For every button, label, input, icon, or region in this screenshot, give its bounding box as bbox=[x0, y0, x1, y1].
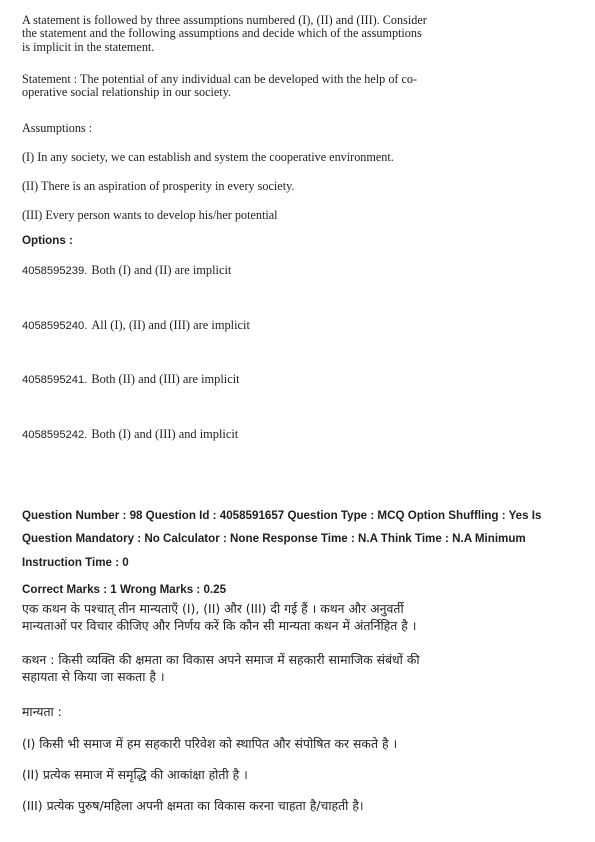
assumption-3: (III) Every person wants to develop his/her potential bbox=[22, 208, 278, 222]
option-text: Both (II) and (III) are implicit bbox=[91, 372, 240, 386]
question-statement: Statement : The potential of any individual can be developed with the help of co- operative social relationship in our society. bbox=[22, 72, 418, 100]
hindi-assumptions-heading: मान्यता : bbox=[22, 704, 62, 719]
option-id: 4058595241. bbox=[22, 374, 88, 386]
question-meta-line-1: Question Number : 98 Question Id : 4058591657 Question Type : MCQ Option Shuffling : Yes Is bbox=[22, 509, 542, 522]
hindi-question-intro: एक कथन के पश्चात् तीन मान्यताएँ (I), (II) और (III) दी गई हैं । कथन और अनुवर्ती मान्यताओं पर विचार कीजिए और निर्णय करें कि कौन सी मान्यता कथन में अंतर्निहित है । bbox=[22, 601, 417, 633]
option-id: 4058595239. bbox=[22, 265, 88, 277]
option-text: Both (I) and (II) are implicit bbox=[91, 263, 232, 277]
hindi-question-statement: कथन : किसी व्यक्ति की क्षमता का विकास अपने समाज में सहकारी सामाजिक संबंधों की सहायता से किया जा सकता है । bbox=[22, 652, 420, 684]
hindi-assumption-2: (II) प्रत्येक समाज में समृद्धि की आकांक्षा होती है । bbox=[22, 767, 248, 782]
question-intro: A statement is followed by three assumptions numbered (I), (II) and (III). Consider the statement and the following assumptions and decide which of the assumptions is implicit in the statement. bbox=[22, 13, 427, 54]
option-1[interactable] bbox=[22, 261, 231, 279]
option-id: 4058595242. bbox=[22, 429, 88, 441]
option-text: Both (I) and (III) and implicit bbox=[91, 427, 239, 441]
question-marks: Correct Marks : 1 Wrong Marks : 0.25 bbox=[22, 583, 227, 596]
option-text: All (I), (II) and (III) are implicit bbox=[91, 318, 250, 332]
hindi-assumption-1: (I) किसी भी समाज में हम सहकारी परिवेश को स्थापित और संपोषित कर सकते है । bbox=[22, 736, 398, 751]
question-meta-line-2: Question Mandatory : No Calculator : None Response Time : N.A Think Time : N.A Minimum bbox=[22, 532, 526, 545]
option-3[interactable] bbox=[22, 370, 240, 388]
assumption-1: (I) In any society, we can establish and system the cooperative environment. bbox=[22, 150, 394, 164]
assumptions-heading: Assumptions : bbox=[22, 121, 93, 135]
question-meta-line-3: Instruction Time : 0 bbox=[22, 556, 129, 569]
option-4[interactable] bbox=[22, 425, 238, 443]
assumption-2: (II) There is an aspiration of prosperity in every society. bbox=[22, 179, 295, 193]
option-2[interactable] bbox=[22, 316, 250, 334]
option-id: 4058595240. bbox=[22, 320, 88, 332]
hindi-assumption-3: (III) प्रत्येक पुरुष/महिला अपनी क्षमता का विकास करना चाहता है/चाहती है। bbox=[22, 798, 364, 813]
options-label: Options : bbox=[22, 234, 73, 247]
